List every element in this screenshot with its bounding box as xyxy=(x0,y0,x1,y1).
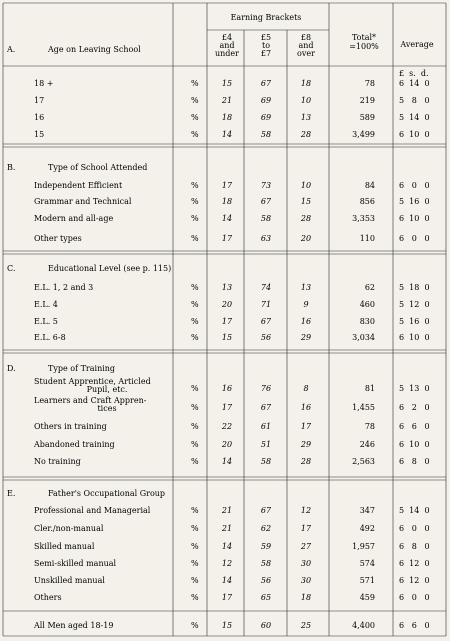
row-4-2-total: 1,957 xyxy=(352,542,375,551)
row-0-1-total: 219 xyxy=(359,96,375,105)
row-4-5-total: 459 xyxy=(359,593,375,602)
row-0-1-bracket1: 21 xyxy=(221,96,233,105)
row-1-3-percent-sign: % xyxy=(191,234,199,243)
row-2-3-bracket3: 29 xyxy=(300,333,312,342)
row-4-4-average: 6 12 0 xyxy=(399,576,430,585)
table-row xyxy=(34,300,430,309)
row-4-0-percent-sign: % xyxy=(191,506,199,515)
row-4-3-total: 574 xyxy=(359,559,375,568)
row-0-2-total: 589 xyxy=(359,113,375,122)
row-1-1-label: Grammar and Technical xyxy=(34,197,132,206)
row-3-3-percent-sign: % xyxy=(191,440,199,449)
footer-row-bracket1: 15 xyxy=(221,621,233,630)
section-title-1: Type of School Attended xyxy=(48,163,148,172)
row-0-3-bracket3: 28 xyxy=(300,130,312,139)
row-1-2-bracket1: 14 xyxy=(221,214,233,223)
row-3-3-bracket2: 51 xyxy=(260,440,272,449)
table-body xyxy=(7,69,430,630)
bracket1-line1: £4 xyxy=(221,33,233,42)
section-letter-c: C. xyxy=(7,264,16,273)
row-3-4-total: 2,563 xyxy=(352,457,375,466)
table-row xyxy=(34,79,430,88)
row-4-2-percent-sign: % xyxy=(191,542,199,551)
row-1-0-bracket2: 73 xyxy=(260,181,272,190)
row-1-0-average: 6 0 0 xyxy=(399,181,430,190)
row-4-0-total: 347 xyxy=(359,506,375,515)
row-3-1-bracket1: 17 xyxy=(221,403,233,412)
row-4-5-label: Others xyxy=(34,593,62,602)
row-2-0-total: 62 xyxy=(364,283,375,292)
row-0-2-bracket2: 69 xyxy=(260,113,272,122)
row-3-1-label-cont: tices xyxy=(97,404,117,413)
bracket1-line3: under xyxy=(215,49,239,58)
row-4-5-bracket1: 17 xyxy=(221,593,233,602)
row-0-3-bracket2: 58 xyxy=(260,130,272,139)
row-4-3-bracket2: 58 xyxy=(260,559,272,568)
row-3-4-bracket1: 14 xyxy=(221,457,233,466)
row-3-2-bracket3: 17 xyxy=(300,422,312,431)
row-0-3-percent-sign: % xyxy=(191,130,199,139)
row-3-2-label: Others in training xyxy=(34,422,107,431)
row-3-0-label: Student Apprentice, Articled xyxy=(34,377,151,386)
row-3-1-percent-sign: % xyxy=(191,403,199,412)
row-4-1-average: 6 0 0 xyxy=(399,524,430,533)
row-3-0-bracket3: 8 xyxy=(303,384,309,393)
row-0-1-percent-sign: % xyxy=(191,96,199,105)
row-4-1-bracket2: 62 xyxy=(260,524,272,533)
first-column-header: Age on Leaving School xyxy=(48,45,141,54)
row-4-0-average: 5 14 0 xyxy=(399,506,430,515)
row-4-0-label: Professional and Managerial xyxy=(34,506,151,515)
row-0-3-label: 15 xyxy=(34,130,45,139)
row-4-2-bracket3: 27 xyxy=(300,542,312,551)
row-3-1-total: 1,455 xyxy=(352,403,375,412)
row-4-0-bracket2: 67 xyxy=(260,506,272,515)
table-row xyxy=(34,542,430,551)
row-0-0-label: 18 + xyxy=(34,79,54,88)
row-4-3-bracket1: 12 xyxy=(221,559,233,568)
row-2-2-bracket3: 16 xyxy=(300,317,312,326)
row-4-2-label: Skilled manual xyxy=(34,542,95,551)
row-3-4-label: No training xyxy=(34,457,81,466)
row-2-3-label: E.L. 6-8 xyxy=(34,333,66,342)
table-row xyxy=(33,440,430,449)
table-row xyxy=(34,333,430,342)
row-4-1-percent-sign: % xyxy=(191,524,199,533)
row-2-1-bracket2: 71 xyxy=(260,300,272,309)
row-0-1-bracket2: 69 xyxy=(260,96,272,105)
bracket2-line1: £5 xyxy=(260,33,272,42)
row-2-1-percent-sign: % xyxy=(191,300,199,309)
row-0-0-bracket1: 15 xyxy=(221,79,233,88)
row-0-1-average: 5 8 0 xyxy=(399,96,430,105)
row-4-5-bracket2: 65 xyxy=(260,593,272,602)
row-4-4-bracket3: 30 xyxy=(300,576,312,585)
row-0-3-total: 3,499 xyxy=(352,130,375,139)
row-4-3-average: 6 12 0 xyxy=(399,559,430,568)
row-2-2-total: 830 xyxy=(359,317,375,326)
row-2-3-average: 6 10 0 xyxy=(399,333,430,342)
row-3-4-percent-sign: % xyxy=(191,457,199,466)
table-row xyxy=(34,559,430,568)
row-3-0-percent-sign: % xyxy=(191,384,199,393)
row-3-4-bracket3: 28 xyxy=(300,457,312,466)
row-3-2-total: 78 xyxy=(364,422,375,431)
row-1-3-bracket1: 17 xyxy=(221,234,233,243)
row-3-2-bracket1: 22 xyxy=(221,422,233,431)
row-3-3-total: 246 xyxy=(359,440,375,449)
row-2-1-average: 5 12 0 xyxy=(399,300,430,309)
row-2-1-total: 460 xyxy=(359,300,375,309)
row-4-1-bracket1: 21 xyxy=(221,524,233,533)
row-2-3-percent-sign: % xyxy=(191,333,199,342)
footer-row-average: 6 6 0 xyxy=(399,621,430,630)
row-1-1-percent-sign: % xyxy=(191,197,199,206)
bracket3-line1: £8 xyxy=(300,33,312,42)
row-4-3-bracket3: 30 xyxy=(300,559,312,568)
bracket3-line3: over xyxy=(297,49,315,58)
row-3-2-average: 6 6 0 xyxy=(399,422,430,431)
bracket2-line2: to xyxy=(261,41,271,50)
table-row xyxy=(34,113,430,122)
table-row xyxy=(34,396,430,413)
table-row xyxy=(34,576,430,585)
footer-row-total: 4,400 xyxy=(352,621,375,630)
row-3-4-bracket2: 58 xyxy=(260,457,272,466)
row-4-4-total: 571 xyxy=(359,576,375,585)
row-1-2-average: 6 10 0 xyxy=(399,214,430,223)
table-row xyxy=(34,593,430,602)
section-letter-d: D. xyxy=(7,364,16,373)
row-2-2-average: 5 16 0 xyxy=(399,317,430,326)
row-3-1-bracket2: 67 xyxy=(260,403,272,412)
total-header-line1: Total* xyxy=(351,33,377,42)
row-4-2-bracket1: 14 xyxy=(221,542,233,551)
row-1-0-total: 84 xyxy=(364,181,375,190)
row-1-0-bracket1: 17 xyxy=(221,181,233,190)
row-2-2-bracket1: 17 xyxy=(221,317,233,326)
row-1-1-bracket3: 15 xyxy=(300,197,312,206)
row-2-1-bracket3: 9 xyxy=(303,300,309,309)
row-2-3-bracket2: 56 xyxy=(260,333,272,342)
section-letter-a: A. xyxy=(7,45,16,54)
row-4-1-label: Cler./non-manual xyxy=(34,524,104,533)
row-2-2-percent-sign: % xyxy=(191,317,199,326)
table-row xyxy=(34,197,430,206)
table-row xyxy=(33,621,430,630)
row-1-3-average: 6 0 0 xyxy=(399,234,430,243)
row-1-2-percent-sign: % xyxy=(191,214,199,223)
row-2-0-bracket2: 74 xyxy=(260,283,272,292)
row-1-2-bracket3: 28 xyxy=(300,214,312,223)
lsd-subheader: £ s. d. xyxy=(399,69,429,78)
table-row xyxy=(34,283,430,292)
row-2-0-bracket3: 13 xyxy=(300,283,312,292)
row-1-2-total: 3,353 xyxy=(352,214,375,223)
row-0-2-label: 16 xyxy=(34,113,45,122)
row-0-0-total: 78 xyxy=(364,79,375,88)
row-1-3-bracket2: 63 xyxy=(260,234,272,243)
row-0-0-percent-sign: % xyxy=(191,79,199,88)
row-4-4-label: Unskilled manual xyxy=(34,576,105,585)
row-1-1-bracket1: 18 xyxy=(221,197,233,206)
row-2-0-average: 5 18 0 xyxy=(399,283,430,292)
row-1-0-percent-sign: % xyxy=(191,181,199,190)
row-3-1-label: Learners and Craft Appren- xyxy=(34,396,147,405)
footer-row-percent-sign: % xyxy=(191,621,199,630)
row-3-2-bracket2: 61 xyxy=(260,422,272,431)
table-row xyxy=(34,422,430,431)
row-4-5-average: 6 0 0 xyxy=(399,593,430,602)
row-3-1-average: 6 2 0 xyxy=(399,403,430,412)
row-3-0-label-cont: Pupil, etc. xyxy=(86,385,128,394)
row-2-3-bracket1: 15 xyxy=(221,333,233,342)
bracket3-line2: and xyxy=(298,41,314,50)
row-0-3-average: 6 10 0 xyxy=(399,130,430,139)
table-row xyxy=(34,457,430,466)
row-3-3-bracket1: 20 xyxy=(221,440,233,449)
row-1-3-label: Other types xyxy=(34,234,82,243)
earning-brackets-header: Earning Brackets xyxy=(230,13,302,22)
row-3-2-percent-sign: % xyxy=(191,422,199,431)
row-4-5-percent-sign: % xyxy=(191,593,199,602)
table-row xyxy=(34,214,430,223)
section-title-3: Type of Training xyxy=(48,364,116,373)
section-title-2: Educational Level (see p. 115) xyxy=(48,264,172,273)
row-0-0-bracket3: 18 xyxy=(300,79,312,88)
row-1-1-total: 856 xyxy=(359,197,375,206)
bracket1-line2: and xyxy=(219,41,235,50)
row-1-3-total: 110 xyxy=(359,234,375,243)
row-1-1-average: 5 16 0 xyxy=(399,197,430,206)
row-3-0-bracket2: 76 xyxy=(260,384,272,393)
row-0-0-average: 6 14 0 xyxy=(399,79,430,88)
footer-row-label: All Men aged 18-19 xyxy=(34,621,114,630)
row-0-2-average: 5 14 0 xyxy=(399,113,430,122)
row-1-1-bracket2: 67 xyxy=(260,197,272,206)
row-4-1-total: 492 xyxy=(359,524,375,533)
row-0-1-label: 17 xyxy=(34,96,45,105)
bracket2-line3: £7 xyxy=(260,49,272,58)
row-2-2-bracket2: 67 xyxy=(260,317,272,326)
row-2-3-total: 3,034 xyxy=(352,333,375,342)
row-4-4-percent-sign: % xyxy=(191,576,199,585)
row-1-0-bracket3: 10 xyxy=(300,181,312,190)
table-row xyxy=(34,130,430,139)
row-1-2-bracket2: 58 xyxy=(260,214,272,223)
table-row xyxy=(34,317,430,326)
row-3-0-average: 5 13 0 xyxy=(399,384,430,393)
row-4-3-label: Semi-skilled manual xyxy=(34,559,117,568)
row-3-3-label: Abandoned training xyxy=(34,440,115,449)
row-2-1-bracket1: 20 xyxy=(221,300,233,309)
row-1-3-bracket3: 20 xyxy=(300,234,312,243)
row-4-0-bracket3: 12 xyxy=(300,506,312,515)
row-2-0-percent-sign: % xyxy=(191,283,199,292)
row-0-2-bracket3: 13 xyxy=(300,113,312,122)
table-row xyxy=(34,234,430,243)
row-0-3-bracket1: 14 xyxy=(221,130,233,139)
row-4-3-percent-sign: % xyxy=(191,559,199,568)
row-4-2-bracket2: 59 xyxy=(260,542,272,551)
row-4-5-bracket3: 18 xyxy=(300,593,312,602)
section-letter-e: E. xyxy=(7,489,16,498)
row-1-2-label: Modern and all-age xyxy=(34,214,114,223)
total-header-line2: =100% xyxy=(349,42,379,51)
row-3-3-average: 6 10 0 xyxy=(399,440,430,449)
section-title-4: Father's Occupational Group xyxy=(48,489,166,498)
row-3-0-total: 81 xyxy=(364,384,375,393)
row-4-4-bracket1: 14 xyxy=(221,576,233,585)
table-row xyxy=(34,524,430,533)
row-4-1-bracket3: 17 xyxy=(300,524,312,533)
row-2-2-label: E.L. 5 xyxy=(34,317,58,326)
row-2-1-label: E.L. 4 xyxy=(34,300,58,309)
row-3-1-bracket3: 16 xyxy=(300,403,312,412)
row-3-0-bracket1: 16 xyxy=(221,384,233,393)
row-3-4-average: 6 8 0 xyxy=(399,457,430,466)
row-4-2-average: 6 8 0 xyxy=(399,542,430,551)
row-4-0-bracket1: 21 xyxy=(221,506,233,515)
row-4-4-bracket2: 56 xyxy=(260,576,272,585)
row-2-0-bracket1: 13 xyxy=(221,283,233,292)
table-row xyxy=(34,96,430,105)
average-header: Average xyxy=(400,40,434,49)
row-0-2-bracket1: 18 xyxy=(221,113,233,122)
row-2-0-label: E.L. 1, 2 and 3 xyxy=(34,283,94,292)
row-0-2-percent-sign: % xyxy=(191,113,199,122)
table-row xyxy=(34,181,430,190)
row-0-1-bracket3: 10 xyxy=(300,96,312,105)
section-letter-b: B. xyxy=(7,163,16,172)
table-row xyxy=(34,377,430,394)
table-row xyxy=(34,506,430,515)
row-3-3-bracket3: 29 xyxy=(300,440,312,449)
footer-row-bracket3: 25 xyxy=(300,621,312,630)
row-1-0-label: Independent Efficient xyxy=(34,181,123,190)
row-0-0-bracket2: 67 xyxy=(260,79,272,88)
footer-row-bracket2: 60 xyxy=(260,621,272,630)
